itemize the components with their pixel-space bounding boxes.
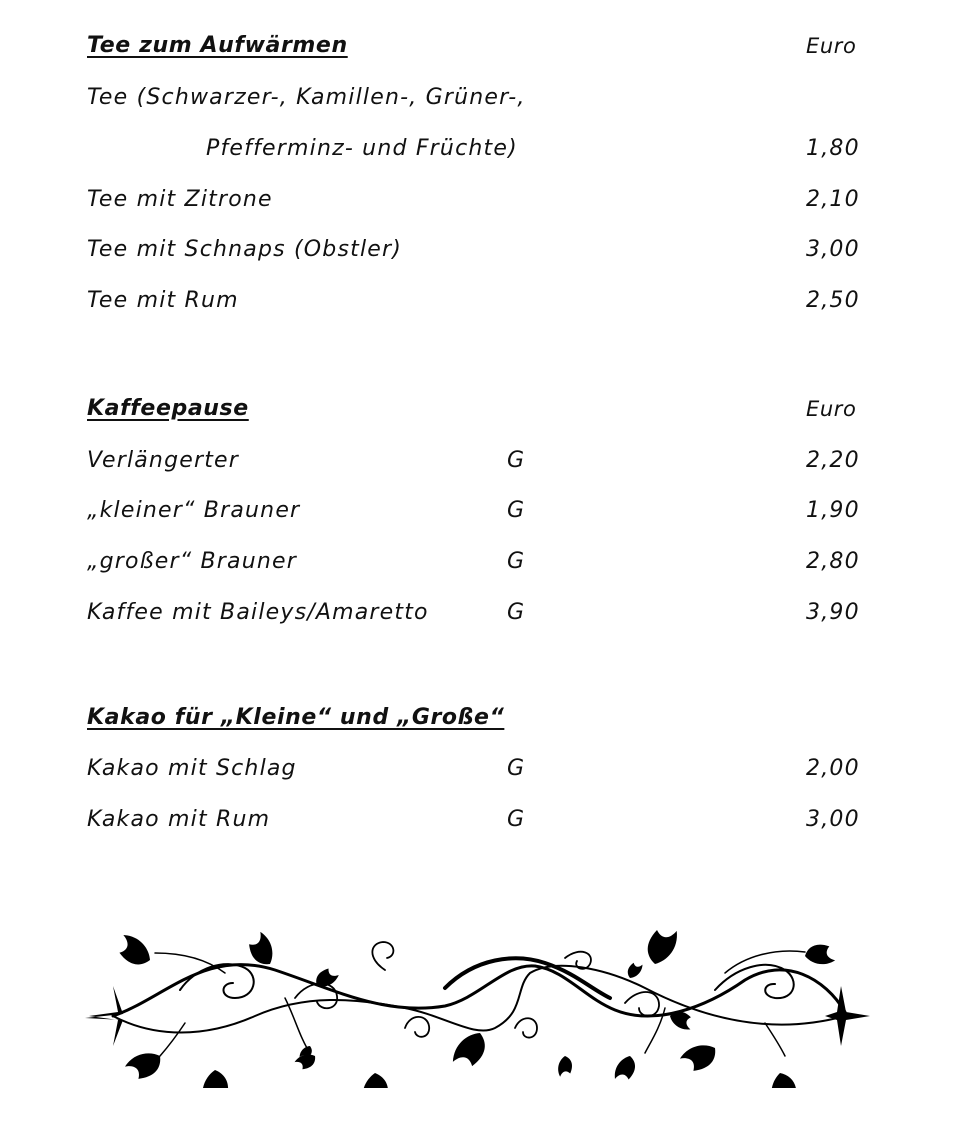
currency-label: Euro xyxy=(806,397,857,421)
floral-vine-ornament-icon xyxy=(85,928,870,1088)
item-price: 3,00 xyxy=(806,237,860,262)
item-name: „großer“ Brauner xyxy=(87,549,297,574)
item-name: Verlängerter xyxy=(87,448,240,473)
item-mark: G xyxy=(507,498,526,523)
item-price: 2,50 xyxy=(806,288,860,313)
item-mark: G xyxy=(507,600,526,625)
item-mark: G xyxy=(507,448,526,473)
menu-item xyxy=(0,286,961,316)
section-heading-tee xyxy=(0,31,961,61)
section-heading-kakao xyxy=(0,703,961,733)
item-name: „kleiner“ Brauner xyxy=(87,498,301,523)
item-name: Tee mit Zitrone xyxy=(87,187,273,212)
menu-item xyxy=(0,496,961,526)
currency-label: Euro xyxy=(806,34,857,58)
item-price: 3,00 xyxy=(806,807,860,832)
menu-item xyxy=(0,235,961,265)
item-name: Kaffee mit Baileys/Amaretto xyxy=(87,600,429,625)
section-title: Kaffeepause xyxy=(87,396,249,421)
item-price: 2,80 xyxy=(806,549,860,574)
menu-item xyxy=(0,598,961,628)
item-name: Kakao mit Schlag xyxy=(87,756,297,781)
item-name: Tee mit Rum xyxy=(87,288,239,313)
item-mark: G xyxy=(507,807,526,832)
section-title: Kakao für „Kleine“ und „Große“ xyxy=(87,705,505,730)
item-price: 1,90 xyxy=(806,498,860,523)
section-title: Tee zum Aufwärmen xyxy=(87,33,348,58)
item-price: 2,00 xyxy=(806,756,860,781)
item-name: Pfefferminz- und Früchte) xyxy=(206,136,518,161)
item-price: 1,80 xyxy=(806,136,860,161)
item-name: Tee mit Schnaps (Obstler) xyxy=(87,237,403,262)
item-price: 3,90 xyxy=(806,600,860,625)
menu-item xyxy=(0,754,961,784)
item-price: 2,20 xyxy=(806,448,860,473)
item-name: Tee (Schwarzer-, Kamillen-, Grüner-, xyxy=(87,85,526,110)
menu-item xyxy=(0,185,961,215)
menu-item xyxy=(0,547,961,577)
item-name: Kakao mit Rum xyxy=(87,807,271,832)
item-mark: G xyxy=(507,549,526,574)
menu-item xyxy=(0,83,961,113)
menu-item xyxy=(0,134,961,164)
menu-item xyxy=(0,446,961,476)
item-mark: G xyxy=(507,756,526,781)
item-price: 2,10 xyxy=(806,187,860,212)
section-heading-kaffee xyxy=(0,394,961,424)
menu-item xyxy=(0,805,961,835)
